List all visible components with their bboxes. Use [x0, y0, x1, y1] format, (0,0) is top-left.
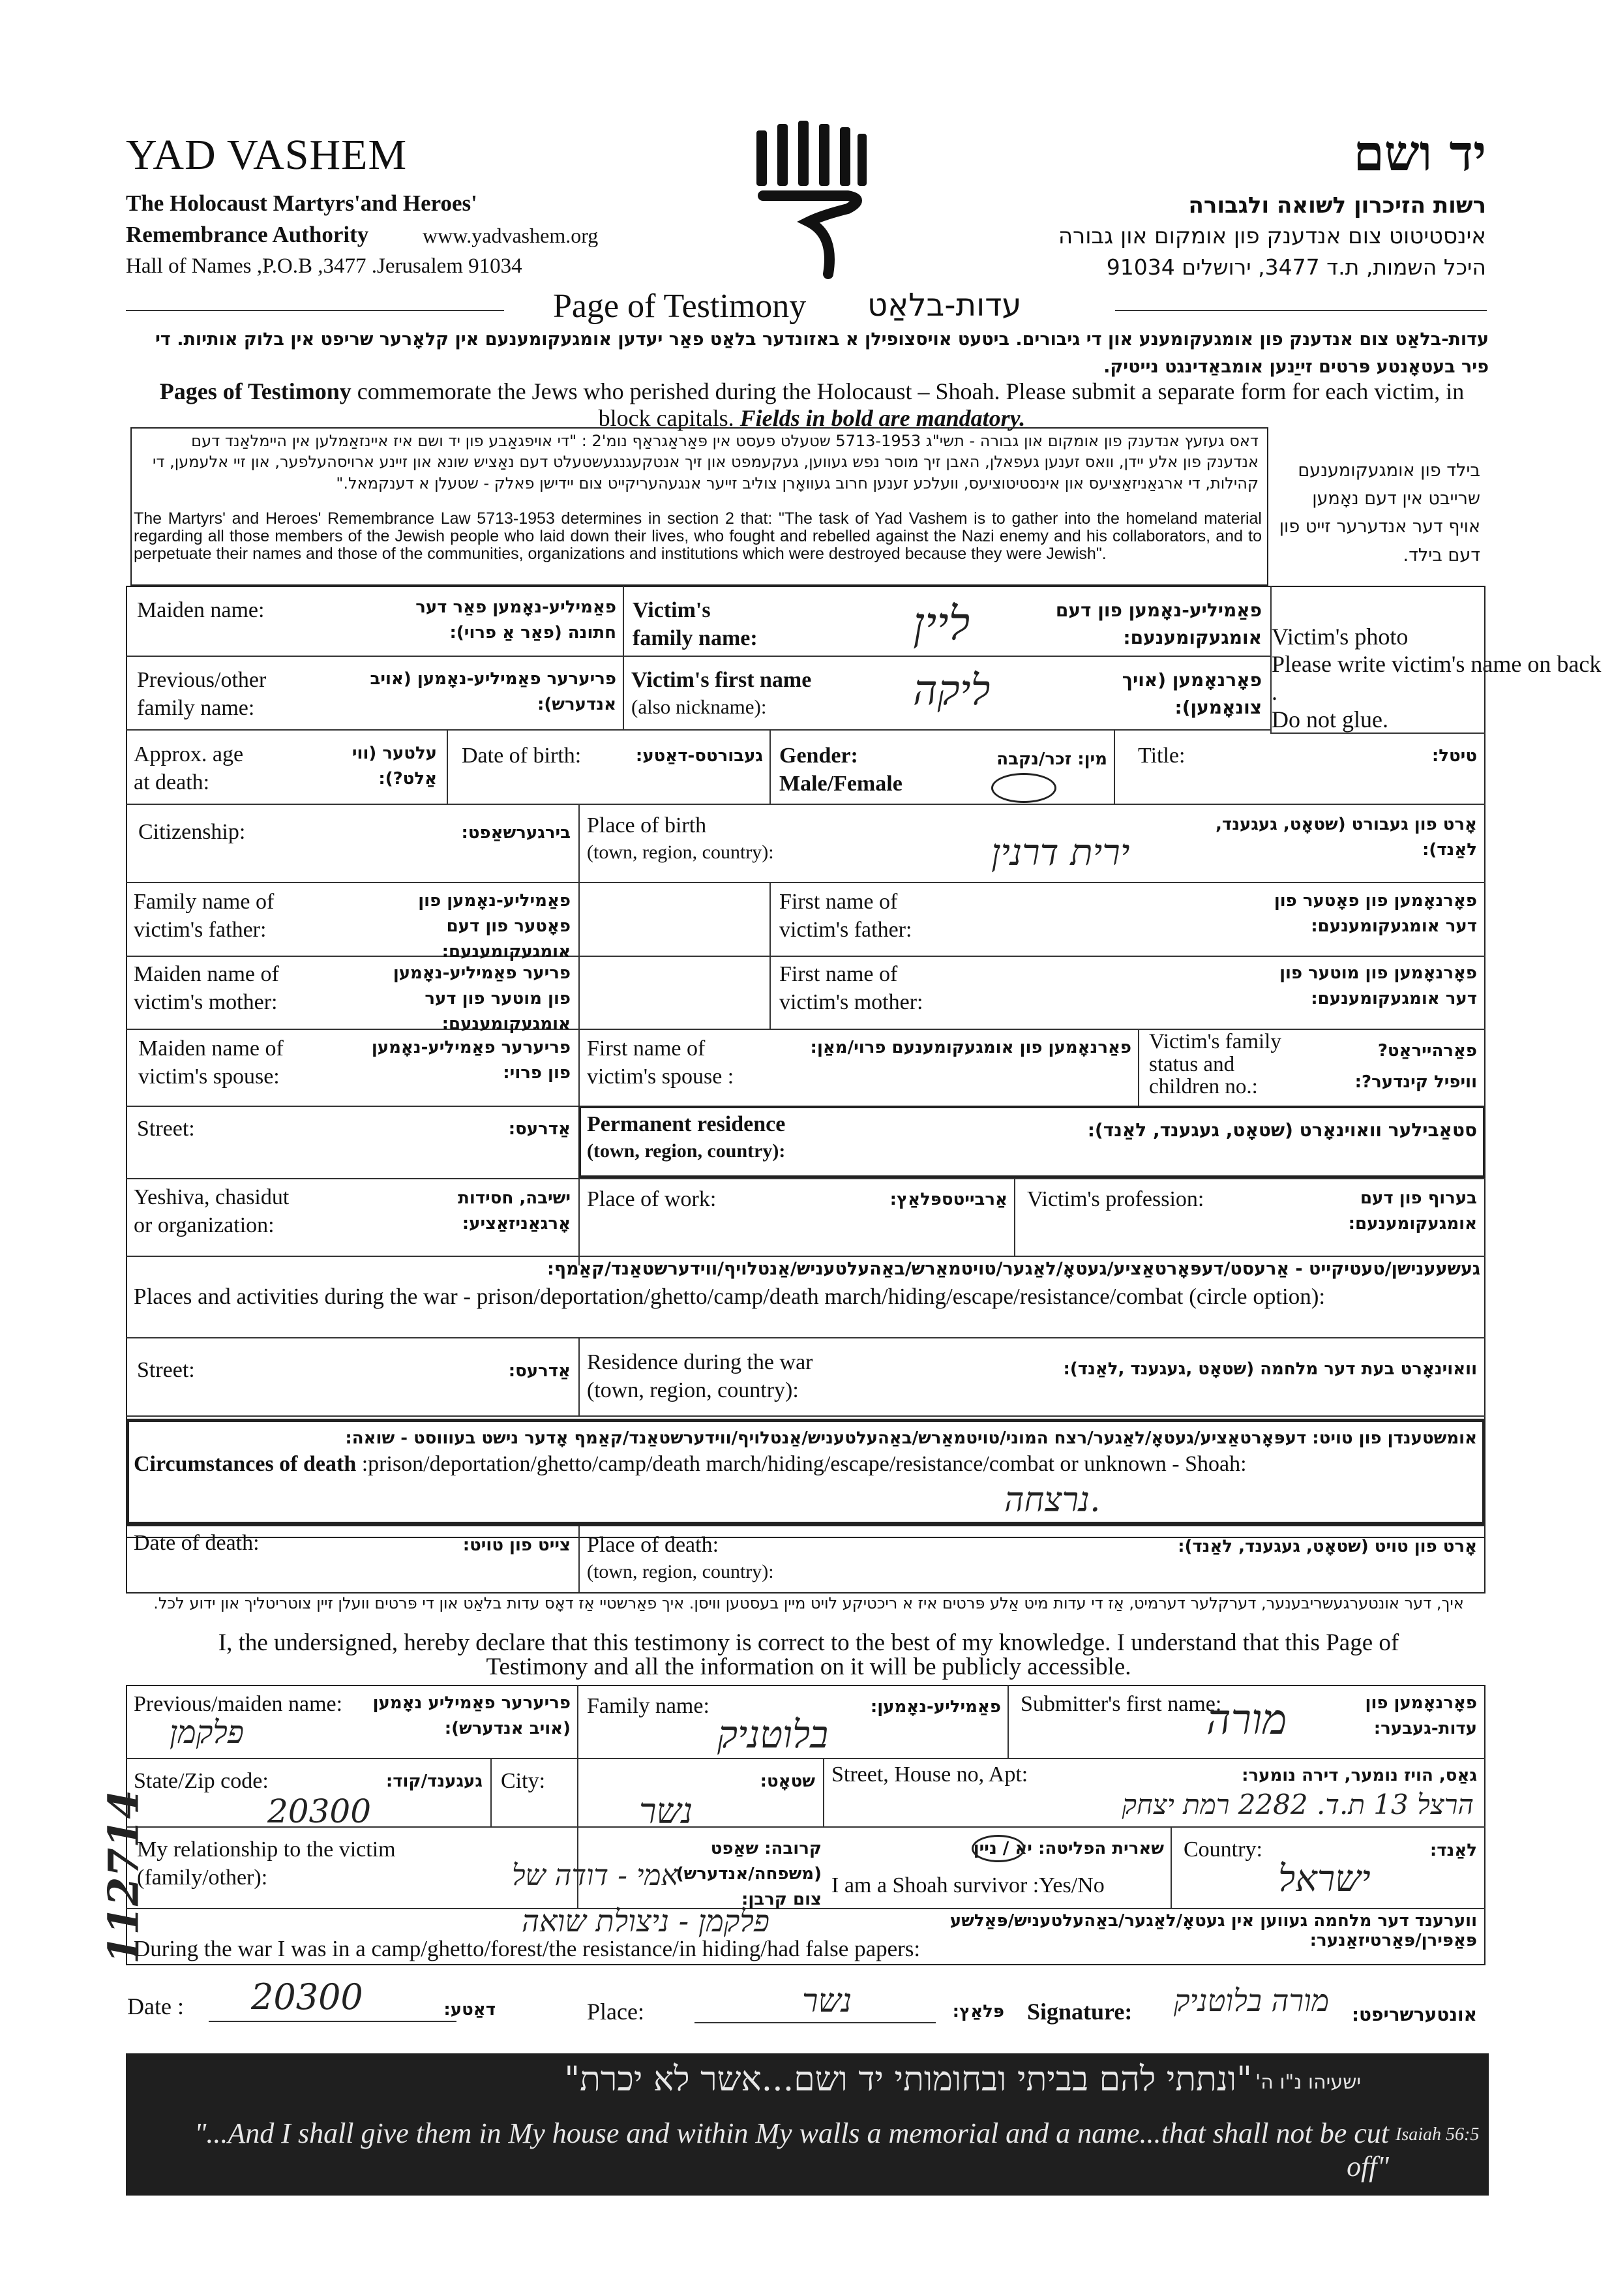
- address-he: היכל השמות, ת.ד 3477, ירושלים 91034: [1106, 254, 1486, 280]
- declaration-en: I, the undersigned, hereby declare that this testimony is correct to the best of my knowledge. I understand that this Page of Testimony and all the information on it will be publicly accessible.: [218, 1629, 1399, 1680]
- spouse-first-label: [587, 1035, 734, 1091]
- photo-note-he: בילד פון אומגעקומענעם שרייבט אין דעם נאָמען אויף דער אנדערער זייט פון דעם בילד.: [1279, 461, 1480, 566]
- col-divider: [1008, 1685, 1009, 1758]
- workplace-label-he: אַרבייטספּלאַץ:: [889, 1190, 1008, 1209]
- during-war-label-he: ווערענד דער מלחמה געווען אין געטאָ/לאַגער/באַהעלטעניש/פּאַלשע פּאַפּירן/פּאַרטיזאַנער:: [949, 1911, 1477, 1950]
- family-status-label: [1149, 1031, 1281, 1098]
- victim-first-label-2: (also nickname):: [631, 695, 767, 718]
- col-divider: [578, 1337, 580, 1415]
- dob-label-he: געבורטס-דאַטע:: [635, 746, 763, 766]
- submitter-first-label-he: פאָרנאָמען פון עדות-געבער:: [1365, 1693, 1477, 1738]
- declaration-he: איך, דער אונטערגעשריבענער, דערקלער דערמיט, אַז די עדות מיט אַלע פּרטים איז א ריכטיקע לויט מיין בעסטען וויסן. איך פאַרשטיי אַז דאָס עדות בלאַט און די פּרטים וועלן זיין צוטריטליך און ידוע לכל.: [153, 1594, 1464, 1612]
- relationship-label-2: (family/other):: [137, 1865, 268, 1890]
- pob-label-1: Place of birth: [587, 813, 707, 838]
- previous-name-label-he: פריערער פאַמיליע-נאָמען (אויב אנדערש):: [370, 669, 616, 714]
- place-label: Place:: [587, 1999, 644, 2025]
- maiden-name-label-he: פאַמיליע-נאָמען פאַר דער חתונה (פאַר אַ פרוי):: [415, 597, 616, 642]
- during-war-label: During the war I was in a camp/ghetto/forest/the resistance/in hiding/had false papers:: [134, 1936, 921, 1961]
- gender-label-2: Male/Female: [779, 771, 903, 796]
- death-circ-en: [134, 1452, 1484, 1477]
- row-divider: [126, 956, 1485, 957]
- pod-label-he: אָרט פון טויט (שטאָט, געגענד, לאַנד):: [1178, 1537, 1477, 1556]
- yeshiva-label: [134, 1184, 289, 1239]
- father-family-label-2: victim's father:: [134, 917, 267, 942]
- country-label-he: לאַנד:: [1429, 1841, 1477, 1860]
- signature-label-he: אונטערשריפט:: [1351, 2004, 1477, 2025]
- workplace-label: Place of work:: [587, 1187, 717, 1211]
- profession-label-he: בערוף פון דעם אומגעקומענעם:: [1348, 1188, 1477, 1233]
- intro-english: [137, 378, 1487, 432]
- war-places-en: Places and activities during the war - prison/deportation/ghetto/camp/death march/hiding/escape/resistance/combat (circle option):: [134, 1284, 1326, 1309]
- pod-label: [587, 1532, 774, 1584]
- family-status-label-2: status and: [1149, 1052, 1235, 1076]
- street-no-value[interactable]: הרצל 13 ת.ד. 2282 רמת יצחק: [1122, 1789, 1474, 1820]
- mother-first-label-he: פאָרנאָמען פון מוטער פון דער אומגעקומענעם:: [1279, 963, 1477, 1008]
- street-no-label: Street, House no, Apt:: [831, 1762, 1028, 1787]
- address-en: Hall of Names ,P.O.B ,3477 .Jerusalem 91034: [126, 254, 522, 278]
- father-first-label-1: First name of: [779, 890, 898, 914]
- title-label-he: טיטל:: [1431, 746, 1477, 766]
- relationship-label-he: קרובה: שאַפט (משפחה/אנדערש) צום קרבן:: [676, 1839, 822, 1909]
- col-divider: [1014, 1178, 1015, 1256]
- footer-quote-he: "ונתתי להם בביתי ובחומותי יד ושם...אשר לא יכרת": [564, 2060, 1252, 2099]
- spouse-first-label-he: פאַרנאָמען פון אומגעקומענעם פרוי/מאַן:: [810, 1038, 1131, 1057]
- place-line: [694, 2022, 936, 2023]
- yeshiva-label-he: ישיבה, חסידות אָרגאַניזאַציע:: [458, 1188, 571, 1233]
- victim-first-label-he: פאָרנאָמען (אויך צונאָמען):: [1122, 669, 1262, 718]
- org-subtitle-1: The Holocaust Martyrs'and Heroes': [126, 190, 477, 216]
- row-divider: [126, 882, 1485, 883]
- mother-first-label-1: First name of: [779, 962, 898, 986]
- approx-age-label-he: עלטער (ווי אַלט?):: [351, 744, 437, 789]
- profession-label: Victim's profession:: [1027, 1187, 1204, 1211]
- row-divider: [126, 1337, 1485, 1338]
- gender-label-he: מין: זכר/נקבה: [996, 749, 1107, 769]
- row-divider: [126, 1758, 1485, 1759]
- survivor-label-he: שארית הפליטה: יא / ניין: [973, 1839, 1164, 1858]
- during-war-value[interactable]: פלקמן - ניצולת שואה: [522, 1903, 769, 1939]
- submitter-family-label: Family name:: [587, 1694, 709, 1718]
- org-name-en: YAD VASHEM: [126, 131, 408, 179]
- dob-label: Date of birth:: [462, 744, 582, 768]
- perm-res-label-1: Permanent residence: [587, 1112, 786, 1136]
- street-label: Street:: [137, 1117, 195, 1141]
- pob-label-he: אָרט פון געבורט (שטאָט, געגענד, לאַנד):: [1216, 815, 1477, 860]
- photo-note-line-1: Victim's photo: [1272, 624, 1409, 650]
- previous-name-label-1: Previous/other: [137, 668, 267, 692]
- mother-maiden-label: [134, 961, 279, 1016]
- website: www.yadvashem.org: [423, 224, 599, 247]
- title-label: Title:: [1138, 744, 1186, 768]
- relationship-label-1: My relationship to the victim: [137, 1837, 396, 1862]
- dod-label-he: צייט פון טויט:: [462, 1535, 571, 1555]
- victim-family-label: [633, 597, 758, 652]
- death-circ-en-bold: Circumstances of death: [134, 1452, 357, 1476]
- citizenship-label: Citizenship:: [138, 820, 246, 844]
- row-divider: [126, 1415, 1485, 1417]
- submitter-first-value[interactable]: מורה: [1206, 1696, 1287, 1744]
- father-first-label-he: פאָרנאָמען פון פאָטער פון דער אומגעקומענעם:: [1274, 891, 1477, 936]
- death-circ-value[interactable]: נרצחה.: [1004, 1481, 1101, 1520]
- col-divider: [1270, 586, 1272, 733]
- relationship-value[interactable]: אמי - דודה של: [511, 1859, 678, 1892]
- submitter-family-value[interactable]: בלוטניק: [717, 1712, 829, 1757]
- footer-quote-en: "...And I shall give them in My house and within My walls a memorial and a name...that shall not be cut off": [194, 2117, 1389, 2183]
- citizenship-label-he: בירגערשאַפט:: [461, 823, 571, 843]
- col-divider: [769, 882, 771, 1029]
- row-divider: [126, 1256, 1485, 1257]
- mother-maiden-label-1: Maiden name of: [134, 962, 279, 986]
- mother-first-label: [779, 961, 923, 1016]
- date-label: Date :: [127, 1993, 184, 2019]
- signature-label: Signature:: [1027, 1999, 1133, 2025]
- col-divider: [1114, 729, 1115, 804]
- spouse-maiden-label-2: victim's spouse:: [138, 1064, 280, 1089]
- title-rule-left: [126, 310, 504, 311]
- approx-age-label-1: Approx. age: [134, 742, 244, 766]
- spouse-first-label-2: victim's spouse :: [587, 1064, 734, 1089]
- maiden-name-label: Maiden name:: [137, 598, 265, 622]
- war-street-label: Street:: [137, 1358, 195, 1382]
- dod-label: Date of death:: [134, 1531, 260, 1555]
- mother-first-label-2: victim's mother:: [779, 989, 923, 1014]
- pob-label-2: (town, region, country):: [587, 841, 774, 863]
- street-no-label-he: גאַס, הויז נומער, דירה נומער:: [1242, 1766, 1477, 1785]
- zip-label-he: געגענד/קוד:: [385, 1772, 483, 1791]
- footer-ref-he: ישעיהו נ"ו ה': [1255, 2071, 1362, 2094]
- yeshiva-label-2: or organization:: [134, 1213, 275, 1237]
- footer-ref-en: Isaiah 56:5: [1396, 2124, 1480, 2145]
- yad-vashem-logo-icon: [750, 117, 874, 280]
- col-divider: [1171, 1826, 1172, 1908]
- victim-family-value[interactable]: ליין: [913, 597, 970, 650]
- spouse-maiden-label: [138, 1035, 284, 1091]
- org-subtitle-he-2: אינסטיטוט צום אנדענק פון אומקום און גבורה: [1058, 223, 1486, 249]
- country-label: Country:: [1184, 1837, 1262, 1862]
- previous-name-label: [137, 667, 266, 722]
- date-label-he: דאַטע:: [443, 2000, 496, 2019]
- father-first-label: [779, 888, 912, 944]
- war-places-he: געשעענישן/טעטיקייט - אַרעסט/דעפּאָרטאַציע/געטאָ/לאַגער/טויטמאַרש/באַהעלטעניש/אַנטלויף/ווידערשטאַנד/קאַמף:: [547, 1259, 1480, 1279]
- submitter-family-label-he: פאַמיליע-נאָמען:: [870, 1697, 1001, 1717]
- page-title: Page of Testimony: [553, 288, 807, 325]
- father-family-label: [134, 888, 274, 944]
- family-status-label-1: Victim's family: [1149, 1030, 1281, 1053]
- submitter-first-label: Submitter's first name:: [1021, 1692, 1222, 1716]
- col-divider: [578, 804, 580, 1265]
- submitter-prev-name-label-he: פריערער פאַמיליע נאָמען (אויב אנדערש):: [372, 1693, 571, 1738]
- street-label-he: אַדרעס:: [508, 1119, 571, 1139]
- victim-first-value[interactable]: ליקה: [913, 667, 991, 715]
- gender-label: [779, 742, 903, 798]
- row-divider: [126, 804, 1485, 805]
- gender-label-1: Gender:: [779, 744, 858, 768]
- victim-family-label-1: Victim's: [633, 598, 711, 622]
- row-divider: [126, 656, 1272, 657]
- col-divider: [447, 729, 448, 804]
- war-res-label-he: וואוינאָרט בעת דער מלחמה (שטאָט ,געגענד ,לאַנד):: [1063, 1359, 1477, 1379]
- row-divider: [126, 729, 1272, 731]
- zip-label: State/Zip code:: [134, 1769, 269, 1793]
- gender-female-circle[interactable]: [991, 773, 1056, 803]
- row-divider: [1270, 733, 1485, 734]
- col-divider: [490, 1758, 492, 1826]
- previous-name-label-2: family name:: [137, 695, 255, 720]
- city-value[interactable]: נשר: [639, 1790, 693, 1832]
- victim-family-label-2: family name:: [633, 626, 758, 650]
- war-res-label-1: Residence during the war: [587, 1350, 813, 1374]
- intro-english-text: commemorate the Jews who perished during the Holocaust – Shoah. Please submit a separate form for each victim, in block capitals.: [351, 378, 1465, 432]
- title-rule-right: [1115, 310, 1487, 311]
- approx-age-label: [134, 741, 243, 796]
- survivor-no-circle[interactable]: [972, 1835, 1025, 1862]
- father-family-label-1: Family name of: [134, 890, 275, 914]
- law-english: The Martyrs' and Heroes' Remembrance Law 5713-1953 determines in section 2 that: "The task of Yad Vashem is to gather into the homeland material regarding all those members of the Jewish people who laid down their lives, who fought and rebelled against the Nazi enemy and his collaborators, and to perpetuate their names and those of the communities, organizations and institutions which were destroyed because they were Jewish".: [134, 509, 1262, 563]
- intro-mandatory: Fields in bold are mandatory.: [739, 405, 1026, 432]
- perm-res-label: [587, 1111, 785, 1163]
- place-value[interactable]: נשר: [802, 1982, 852, 2019]
- victim-first-label-1: Victim's first name: [631, 668, 812, 692]
- org-subtitle-he-1: רשות הזיכרון לשואה ולגבורה: [1188, 192, 1486, 219]
- father-first-label-2: victim's father:: [779, 917, 912, 942]
- war-street-label-he: אַדרעס:: [508, 1361, 571, 1381]
- mother-maiden-label-he: פריער פאַמיליע-נאָמען פון מוטער פון דער אומגעקומענעם:: [393, 963, 571, 1034]
- col-divider: [769, 729, 771, 804]
- col-divider: [823, 1758, 824, 1826]
- org-name-he: יד ושם: [1353, 124, 1486, 182]
- survivor-label: I am a Shoah survivor :Yes/No: [831, 1873, 1105, 1897]
- yeshiva-label-1: Yeshiva, chasidut: [134, 1185, 290, 1209]
- signature-value[interactable]: מורה בלוטניק: [1174, 1983, 1330, 2018]
- col-divider: [623, 586, 624, 729]
- father-family-label-he: פאַמיליע-נאָמען פון פאָטער פון דעם אומגעקומענעם:: [418, 891, 571, 961]
- victim-first-label: [631, 667, 811, 719]
- col-divider: [1138, 1029, 1139, 1106]
- victim-family-label-he: פאַמיליע-נאָמען פון דעם אומגעקומענעם:: [1055, 599, 1262, 648]
- photo-note-line-2: Please write victim's name on back .: [1272, 651, 1602, 705]
- family-status-label-he: פאַרהייראַט? וויפיל קינדער?:: [1354, 1041, 1477, 1093]
- row-divider: [126, 1029, 1485, 1030]
- intro-yiddish: עדות-בלאַט צום אנדענק פון אומגעקומענע און די גיבורים. ביטעט אויסצופילן א באזונדער בלאַט פאַר יעדען אומגעקומענעם אין קלאָרער שריפט אין בלוק אותיות. די פיר בעטאָנטע פּרטים זייַנען אומבאַדינגט נייטיק.: [155, 329, 1489, 377]
- death-circ-he: אומשטענדן פון טויט: דעפּאָרטאַציע/געטאָ/לאַגער/רצח המוני/טויטמאַרש/באַהעלטעניש/אַנטלויף/ווידערשטאַנד/קאַמף אָדער נישט בעוווסט - שואה:: [345, 1428, 1477, 1448]
- spouse-maiden-label-he: פריערער פאַמיליע-נאָמען פון פרוי:: [371, 1038, 571, 1083]
- margin-number: 112714: [99, 1789, 149, 1965]
- perm-res-label-2: (town, region, country):: [587, 1140, 786, 1162]
- page-title-he: עדות-בלאַט: [867, 287, 1022, 324]
- org-subtitle-2: Remembrance Authority: [126, 222, 369, 247]
- city-label-he: שטאָט:: [760, 1772, 815, 1791]
- pod-label-2: (town, region, country):: [587, 1560, 774, 1582]
- city-label: City:: [501, 1769, 546, 1793]
- approx-age-label-2: at death:: [134, 770, 210, 794]
- spouse-first-label-1: First name of: [587, 1036, 706, 1061]
- place-label-he: פּלאַץ:: [952, 2002, 1004, 2021]
- death-circ-en-text: :prison/deportation/ghetto/camp/death march/hiding/escape/resistance/combat or unknown - Shoah:: [356, 1452, 1247, 1476]
- submitter-prev-name-label: Previous/maiden name:: [134, 1692, 343, 1716]
- photo-note-line-3: Do not glue.: [1272, 706, 1388, 733]
- zip-value[interactable]: 20300: [267, 1792, 372, 1830]
- row-divider: [126, 1178, 1485, 1179]
- pob-label: [587, 812, 774, 864]
- intro-english-bold: Pages of Testimony: [159, 378, 351, 404]
- law-yiddish: דאס געזעץ אנדענק פון אומקום און גבורה - תשי"ג 5713-1953 שטעלט פעסט אין פּאַראַגראַף נומ'2 : "די אויפגאַבע פון יד ושם איז איינזאַמלען אין היימלאַנד דעם אנדענק פון אלע יידן, וואס זענען געפאלן, האבן זיך מוסר נפש געווען, געקעמפט און זיך אנטקעגנגעשטעלט דעם נאַציש שונא און זיינע ארויסהעלפער, און זיי אלעמען, די קהילות, די ארגאַניזאַציעס און אינסטיטוציעס, וועלכע זענען חרוב געוואָרן צוליב זייער אנגעהעריקייט צום יידישן פאלק - שטעלן א דענקמאל.": [152, 432, 1259, 492]
- pob-value[interactable]: ירית דרנין: [991, 832, 1130, 874]
- date-value[interactable]: 20300: [251, 1976, 363, 2017]
- war-res-label: [587, 1349, 813, 1404]
- family-status-label-3: children no.:: [1149, 1075, 1258, 1099]
- spouse-maiden-label-1: Maiden name of: [138, 1036, 284, 1061]
- war-res-label-2: (town, region, country):: [587, 1378, 799, 1402]
- submitter-prev-name-value[interactable]: פלקמן: [170, 1714, 244, 1751]
- perm-res-label-he: סטאַבילער וואוינאָרט (שטאָט, געגענד, לאַנד):: [1087, 1119, 1477, 1141]
- mother-maiden-label-2: victim's mother:: [134, 989, 278, 1014]
- pod-label-1: Place of death:: [587, 1533, 719, 1557]
- country-value[interactable]: ישראל: [1278, 1858, 1371, 1900]
